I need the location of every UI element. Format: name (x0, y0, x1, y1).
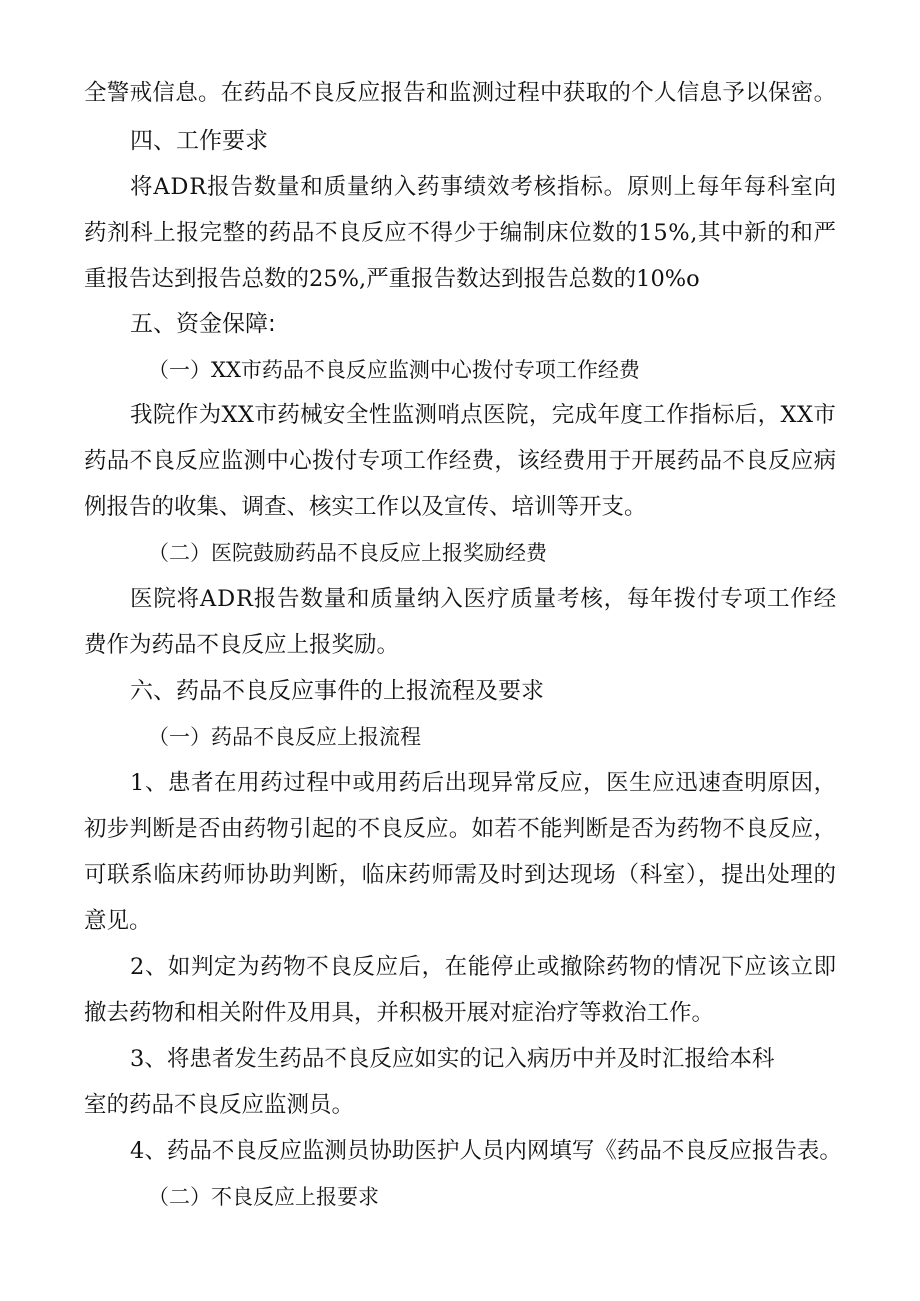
subsection-heading: （二）不良反应上报要求 (148, 1185, 379, 1209)
body-text-line: 药品不良反应监测中心拨付专项工作经费，该经费用于开展药品不良反应病 (84, 448, 837, 474)
section-heading-5: 五、资金保障: (130, 311, 276, 337)
body-text-line: 可联系临床药师协助判断，临床药师需及时到达现场（科室），提出处理的 (84, 862, 837, 888)
body-text-line: 室的药品不良反应监测员。 (84, 1092, 355, 1118)
body-text-line: 3、将患者发生药品不良反应如实的记入病历中并及时汇报给本科 (130, 1046, 775, 1072)
subsection-heading: （一）药品不良反应上报流程 (148, 725, 421, 749)
body-text-line: 初步判断是否由药物引起的不良反应。如若不能判断是否为药物不良反应， (84, 816, 837, 842)
subsection-heading: （二）医院鼓励药品不良反应上报奖励经费 (148, 541, 547, 565)
subsection-heading: （一）XX市药品不良反应监测中心拨付专项工作经费 (148, 358, 640, 382)
section-heading-6: 六、药品不良反应事件的上报流程及要求 (130, 678, 544, 704)
body-text-line: 医院将ADR报告数量和质量纳入医疗质量考核，每年拨付专项工作经 (130, 586, 837, 612)
body-text-line: 意见。 (84, 908, 152, 934)
body-text-line: 将ADR报告数量和质量纳入药事绩效考核指标。原则上每年每科室向 (130, 174, 837, 200)
body-text-line: 重报告达到报告总数的25%,严重报告数达到报告总数的10%o (84, 266, 700, 292)
body-text-line: 例报告的收集、调查、核实工作以及宣传、培训等开支。 (84, 494, 647, 520)
body-text-line: 2、如判定为药物不良反应后，在能停止或撤除药物的情况下应该立即 (130, 954, 837, 980)
body-text-line: 药剂科上报完整的药品不良反应不得少于编制床位数的15%,其中新的和严 (84, 220, 837, 246)
body-text-line: 全警戒信息。在药品不良反应报告和监测过程中获取的个人信息予以保密。 (84, 80, 837, 106)
section-heading-4: 四、工作要求 (130, 128, 268, 154)
body-text-line: 费作为药品不良反应上报奖励。 (84, 632, 400, 658)
body-text-line: 我院作为XX市药械安全性监测哨点医院，完成年度工作指标后，XX市 (130, 402, 837, 428)
body-text-line: 撤去药物和相关附件及用具，并积极开展对症治疗等救治工作。 (84, 1000, 715, 1026)
body-text-line: 1、患者在用药过程中或用药后出现异常反应，医生应迅速查明原因， (130, 770, 837, 796)
body-text-line: 4、药品不良反应监测员协助医护人员内网填写《药品不良反应报告表。 (130, 1138, 842, 1164)
